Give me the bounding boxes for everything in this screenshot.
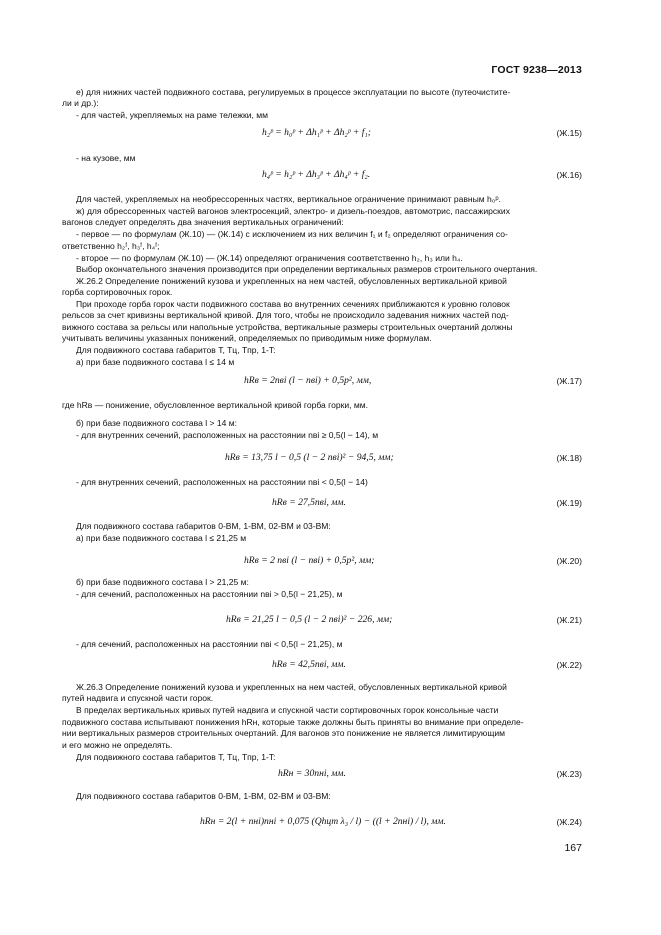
text-line: - для сечений, расположенных на расстоянии nвi > 0,5(l − 21,25), м bbox=[76, 589, 343, 599]
text-line: б) при базе подвижного состава l > 21,25 м: bbox=[76, 577, 249, 587]
text-line: ответственно h₂ᶠ, h₃ᶠ, h₄ᶠ; bbox=[62, 241, 160, 251]
text-line: Для подвижного состава габаритов 0-ВМ, 1-ВМ, 02-ВМ и 03-ВМ: bbox=[76, 521, 331, 531]
equation-number: (Ж.16) bbox=[556, 170, 582, 180]
text-line: - для сечений, расположенных на расстоянии nвi < 0,5(l − 21,25), м bbox=[76, 639, 343, 649]
text-line: - на кузове, мм bbox=[76, 153, 136, 163]
text-line: вагонов следует определять два значения вертикальных ограничений: bbox=[62, 217, 344, 227]
text-line: а) при базе подвижного состава l ≤ 14 м bbox=[76, 357, 235, 367]
equation: h₂ᵖ = h₀ᵖ + Δh₁ᵖ + Δh₂ᵖ + f₁; bbox=[262, 127, 371, 138]
equation: hRн = 30nнi, мм. bbox=[278, 768, 346, 779]
equation: h₄ᵖ = h₂ᵖ + Δh₃ᵖ + Δh₄ᵖ + f₂. bbox=[262, 169, 371, 180]
document-code: ГОСТ 9238—2013 bbox=[491, 64, 582, 76]
text-line: нии вертикальных размеров строительных очертаний. Для вагонов это понижение не является лимитирующим bbox=[62, 728, 506, 738]
equation: hRв = 2nвi (l − nвi) + 0,5p², мм, bbox=[244, 375, 372, 386]
equation-number: (Ж.21) bbox=[556, 615, 582, 625]
text-line: учитывать величины указанных понижений, определяемых по приводимым ниже формулам. bbox=[62, 333, 432, 343]
text-line: Для подвижного состава габаритов 0-ВМ, 1-ВМ, 02-ВМ и 03-ВМ: bbox=[76, 791, 331, 801]
text-line: горба сортировочных горок. bbox=[62, 287, 173, 297]
text-line: Выбор окончательного значения производится при определении вертикальных размеров строительного очертания. bbox=[76, 264, 538, 274]
text-line: б) при базе подвижного состава l > 14 м: bbox=[76, 418, 238, 428]
text-line: ж) для обрессоренных частей вагонов электросекций, электро- и дизель-поездов, автомотрис, пассажирских bbox=[76, 206, 510, 216]
equation: hRв = 2 nвi (l − nвi) + 0,5p², мм; bbox=[244, 555, 375, 566]
text-line: путей надвига и спускной части горок. bbox=[62, 693, 214, 703]
text-line: - первое — по формулам (Ж.10) — (Ж.14) с исключением из них величин f₁ и f₂ определяют ограничения со- bbox=[76, 229, 508, 239]
text-line: - для внутренних сечений, расположенных на расстоянии nвi < 0,5(l − 14) bbox=[76, 477, 368, 487]
equation: hRн = 2(l + nнi)nнi + 0,075 (Qhцт λ₃ / l) − ((l + 2nнi) / l), мм. bbox=[200, 816, 446, 827]
equation-number: (Ж.17) bbox=[556, 376, 582, 386]
text-line: е) для нижних частей подвижного состава, регулируемых в процессе эксплуатации по высоте (путеочистите- bbox=[76, 87, 511, 97]
equation-number: (Ж.15) bbox=[556, 128, 582, 138]
text-line: Для подвижного состава габаритов T, Tц, Tпр, 1-T: bbox=[76, 345, 276, 355]
text-line: Для частей, укрепляемых на необрессоренных частях, вертикальное ограничение принимают равным h₀ᵖ. bbox=[76, 194, 501, 204]
equation-number: (Ж.18) bbox=[556, 453, 582, 463]
text-line: где hRв — понижение, обусловленное вертикальной кривой горба горки, мм. bbox=[62, 400, 369, 410]
text-line: рельсов за счет кривизны вертикальной кривой. Для того, чтобы не происходило задевания нижних частей под- bbox=[62, 310, 509, 320]
text-line: В пределах вертикальных кривых путей надвига и спускной части сортировочных горок консольные части bbox=[76, 705, 499, 715]
equation-number: (Ж.19) bbox=[556, 498, 582, 508]
text-line: подвижного состава испытывают понижения hRн, которые также должны быть приняты во внимание при определе- bbox=[62, 717, 524, 727]
text-line: Ж.26.2 Определение понижений кузова и укрепленных на нем частей, обусловленных вертикальной кривой bbox=[76, 276, 507, 286]
equation-number: (Ж.23) bbox=[556, 769, 582, 779]
equation: hRв = 13,75 l − 0,5 (l − 2 nвi)² − 94,5, мм; bbox=[225, 452, 394, 463]
text-line: и его можно не определять. bbox=[62, 740, 173, 750]
text-line: ли и др.): bbox=[62, 98, 99, 108]
equation-number: (Ж.20) bbox=[556, 556, 582, 566]
equation: hRв = 21,25 l − 0,5 (l − 2 nвi)² − 226, мм; bbox=[226, 614, 393, 625]
text-line: вижного состава за рельсы или напольные устройства, вертикальные размеры строительных очертаний должны bbox=[62, 322, 513, 332]
equation-number: (Ж.24) bbox=[556, 817, 582, 827]
text-line: - для частей, укрепляемых на раме тележки, мм bbox=[76, 110, 268, 120]
text-line: - второе — по формулам (Ж.10) — (Ж.14) определяют ограничения соответственно h₂, h₃ или h₄. bbox=[76, 253, 463, 263]
equation: hRв = 27,5nвi, мм. bbox=[272, 497, 346, 508]
text-line: Для подвижного состава габаритов T, Tц, Tпр, 1-T: bbox=[76, 752, 276, 762]
text-line: - для внутренних сечений, расположенных на расстоянии nвi ≥ 0,5(l − 14), м bbox=[76, 430, 379, 440]
text-line: Ж.26.3 Определение понижений кузова и укрепленных на нем частей, обусловленных вертикальной кривой bbox=[76, 682, 507, 692]
text-line: а) при базе подвижного состава l ≤ 21,25 м bbox=[76, 533, 247, 543]
page-number: 167 bbox=[564, 842, 582, 854]
equation-number: (Ж.22) bbox=[556, 660, 582, 670]
equation: hRв = 42,5nвi, мм. bbox=[272, 659, 346, 670]
text-line: При проходе горба горок части подвижного состава во внутренних сечениях приближаются к уровню головок bbox=[76, 299, 510, 309]
